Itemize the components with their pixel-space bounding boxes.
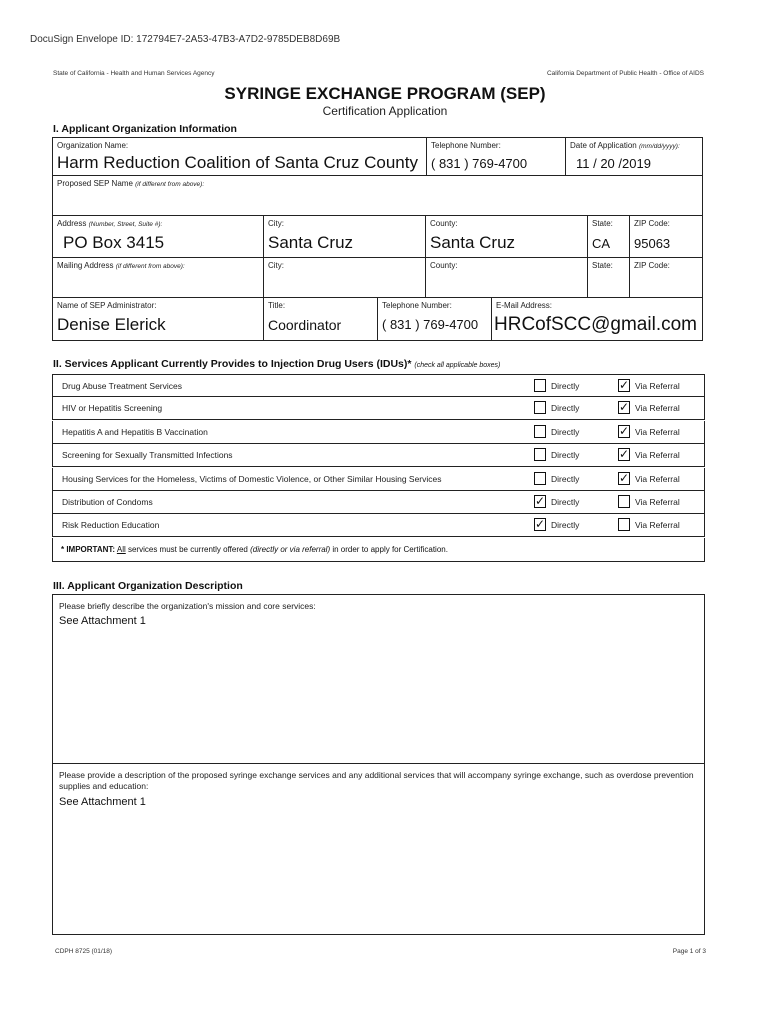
directly-label: Directly	[551, 426, 580, 437]
city-cell[interactable]	[264, 216, 426, 258]
mailing-state-cell[interactable]	[588, 258, 630, 298]
via-referral-checkbox[interactable]	[618, 518, 630, 531]
via-referral-checkbox[interactable]: ✓	[619, 378, 630, 392]
state-label: State:	[592, 219, 613, 228]
state-cell[interactable]	[588, 216, 630, 258]
city-value: Santa Cruz	[268, 233, 354, 252]
directly-checkbox[interactable]	[534, 472, 546, 485]
important-note: * IMPORTANT: All services must be currently offered (directly or via referral) in order to apply for Certification.	[52, 538, 705, 562]
page-number: Page 1 of 3	[672, 948, 706, 955]
directly-label: Directly	[551, 381, 580, 391]
admin-phone-value: ( 831 ) 769-4700	[382, 317, 479, 332]
zip-value: 95063	[634, 236, 671, 251]
service-name: HIV or Hepatitis Screening	[62, 403, 163, 414]
form-title: SYRINGE EXCHANGE PROGRAM (SEP)	[224, 84, 546, 103]
directly-checkbox[interactable]	[534, 425, 546, 438]
via-referral-label: Via Referral	[635, 473, 680, 484]
section3-heading: III. Applicant Organization Description	[53, 580, 243, 592]
directly-checkbox[interactable]	[534, 401, 546, 414]
date-cell[interactable]	[566, 138, 702, 176]
admin-phone-label: Telephone Number:	[382, 301, 452, 310]
admin-name-value: Denise Elerick	[57, 315, 166, 334]
mailing-county-label: County:	[430, 261, 458, 270]
services-answer: See Attachment 1	[59, 796, 146, 808]
directly-checkbox[interactable]	[534, 379, 546, 392]
mailing-city-label: City:	[268, 261, 284, 270]
docusign-envelope-id: DocuSign Envelope ID: 172794E7-2A53-47B3-A7D2-9785DEB8D69B	[30, 34, 341, 45]
admin-phone-cell[interactable]	[378, 298, 492, 340]
directly-checkbox[interactable]	[534, 448, 546, 461]
admin-title-label: Title:	[268, 301, 286, 310]
phone-value: ( 831 ) 769-4700	[431, 156, 528, 171]
service-row	[52, 421, 705, 444]
service-row	[52, 491, 705, 514]
mailing-county-cell[interactable]	[426, 258, 588, 298]
email-cell[interactable]	[492, 298, 702, 340]
org-name-label: Organization Name:	[57, 141, 129, 150]
county-value: Santa Cruz	[430, 233, 516, 252]
county-label: County:	[430, 219, 458, 228]
mailing-zip-cell[interactable]	[630, 258, 702, 298]
services-question: Please provide a description of the proposed syringe exchange services and any additional services that will accompany syringe exchange, such as overdose prevention supplies and education:	[59, 770, 694, 791]
service-row	[52, 468, 705, 491]
via-referral-label: Via Referral	[635, 381, 680, 391]
agency-left: State of California - Health and Human Services Agency	[53, 70, 215, 77]
via-referral-checkbox[interactable]: ✓	[619, 447, 630, 462]
service-name: Distribution of Condoms	[62, 497, 153, 507]
city-label: City:	[268, 219, 284, 228]
sep-name-cell[interactable]	[53, 176, 702, 216]
admin-name-cell[interactable]	[53, 298, 264, 340]
service-name: Risk Reduction Education	[62, 520, 160, 531]
service-row	[52, 514, 705, 537]
section2-heading: II. Services Applicant Currently Provides to Injection Drug Users (IDUs)* (check all applicable boxes)	[53, 358, 501, 370]
mission-answer: See Attachment 1	[59, 615, 146, 627]
service-row	[52, 374, 705, 397]
form-subtitle: Certification Application	[322, 104, 448, 118]
sep-name-label: Proposed SEP Name (if different from above):	[57, 179, 205, 188]
directly-label: Directly	[551, 520, 580, 531]
service-row	[52, 397, 705, 420]
services-description-box[interactable]	[52, 763, 705, 935]
state-value: CA	[592, 236, 611, 251]
zip-label: ZIP Code:	[634, 219, 670, 228]
via-referral-label: Via Referral	[635, 450, 680, 461]
date-value: 11 / 20 /2019	[576, 156, 651, 171]
email-value: HRCofSCC@gmail.com	[494, 314, 697, 335]
via-referral-label: Via Referral	[635, 426, 680, 437]
mailing-address-label: Mailing Address (if different from above):	[57, 261, 185, 270]
date-label: Date of Application (mm/dd/yyyy):	[570, 141, 680, 150]
mailing-city-cell[interactable]	[264, 258, 426, 298]
directly-checkbox[interactable]: ✓	[535, 494, 546, 508]
email-label: E-Mail Address:	[496, 301, 553, 310]
section1-heading: I. Applicant Organization Information	[53, 123, 237, 135]
directly-label: Directly	[551, 403, 580, 414]
directly-label: Directly	[551, 497, 580, 507]
via-referral-checkbox[interactable]	[618, 495, 630, 508]
via-referral-checkbox[interactable]: ✓	[619, 400, 630, 415]
service-name: Screening for Sexually Transmitted Infections	[62, 450, 233, 461]
section1-table	[52, 137, 703, 341]
org-name-value: Harm Reduction Coalition of Santa Cruz County	[57, 153, 418, 172]
mission-question: Please briefly describe the organization's mission and core services:	[59, 601, 316, 611]
service-row	[52, 444, 705, 467]
agency-right: California Department of Public Health - Office of AIDS	[546, 70, 704, 77]
directly-label: Directly	[551, 450, 580, 461]
service-name: Hepatitis A and Hepatitis B Vaccination	[62, 426, 208, 437]
mailing-state-label: State:	[592, 261, 613, 270]
address-cell[interactable]	[53, 216, 264, 258]
address-value: PO Box 3415	[63, 233, 165, 252]
mailing-zip-label: ZIP Code:	[634, 261, 670, 270]
zip-cell[interactable]	[630, 216, 702, 258]
via-referral-checkbox[interactable]: ✓	[619, 470, 630, 485]
via-referral-checkbox[interactable]: ✓	[619, 423, 630, 438]
phone-cell[interactable]	[427, 138, 566, 176]
via-referral-label: Via Referral	[635, 497, 680, 507]
via-referral-label: Via Referral	[635, 403, 680, 414]
admin-title-value: Coordinator	[268, 317, 342, 333]
mailing-address-cell[interactable]	[53, 258, 264, 298]
county-cell[interactable]	[426, 216, 588, 258]
service-name: Drug Abuse Treatment Services	[62, 381, 183, 391]
address-label: Address (Number, Street, Suite #):	[57, 219, 163, 228]
directly-label: Directly	[551, 473, 580, 484]
admin-name-label: Name of SEP Administrator:	[57, 301, 157, 310]
via-referral-label: Via Referral	[635, 520, 680, 531]
admin-title-cell[interactable]	[264, 298, 378, 340]
form-number: CDPH 8725 (01/18)	[55, 948, 113, 955]
org-name-cell[interactable]	[53, 138, 427, 176]
directly-checkbox[interactable]: ✓	[535, 517, 546, 532]
service-name: Housing Services for the Homeless, Victims of Domestic Violence, or Other Similar Housing Services	[62, 473, 442, 484]
mission-description-box[interactable]	[52, 594, 705, 764]
phone-label: Telephone Number:	[431, 141, 501, 150]
